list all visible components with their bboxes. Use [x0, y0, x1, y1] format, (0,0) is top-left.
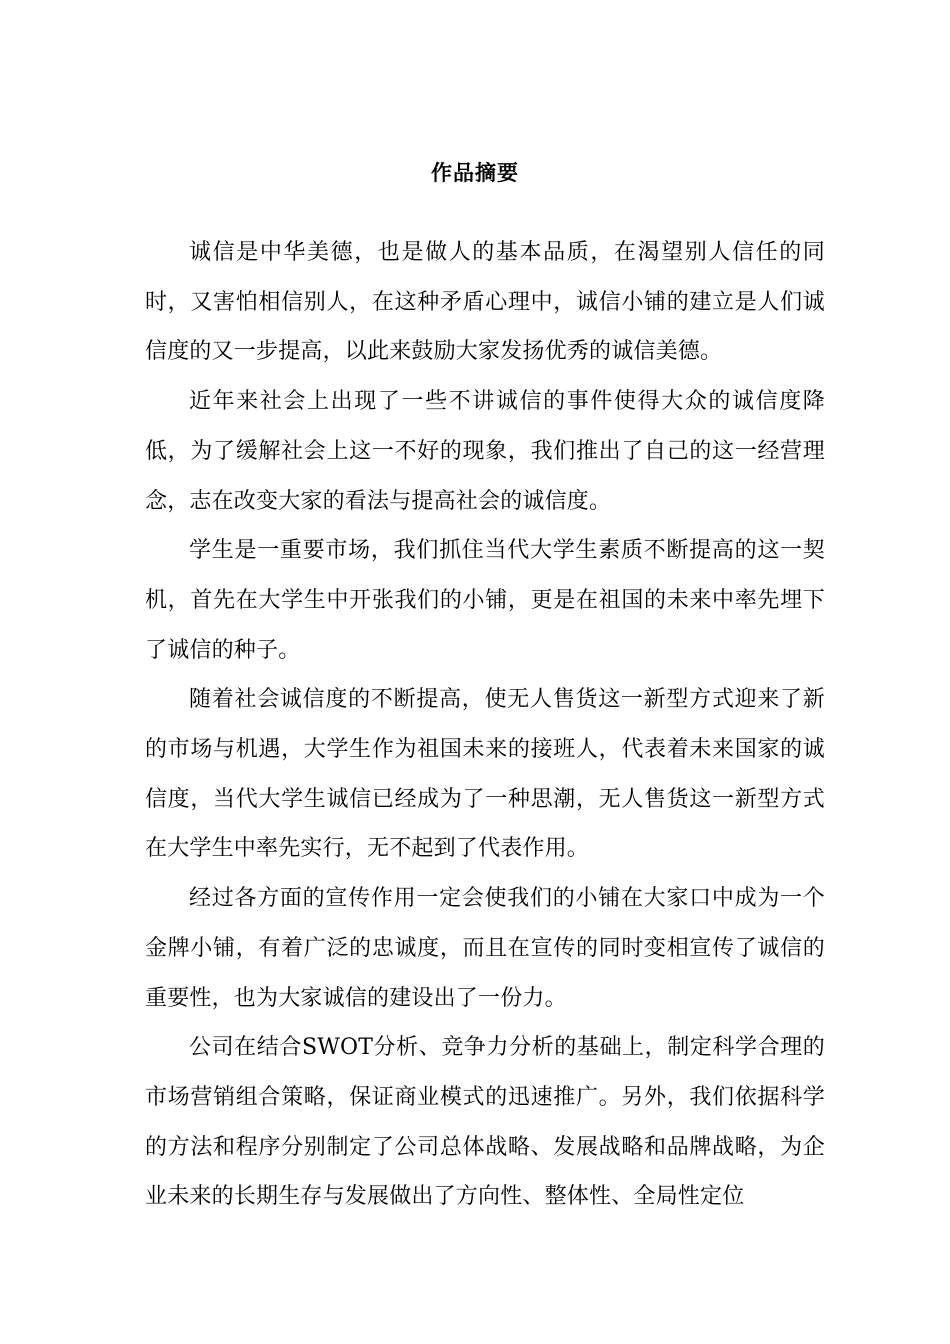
document-title: 作品摘要: [431, 161, 519, 185]
paragraph-unmanned-sales: 随着社会诚信度的不断提高，使无人售货这一新型方式迎来了新的市场与机遇，大学生作为祖国未来的接班人，代表着未来国家的诚信度，当代大学生诚信已经成为了一种思潮，无人售货这一新型方式在大学生中率先实行，无不起到了代表作用。: [145, 687, 825, 862]
paragraph-integrity-virtue: 诚信是中华美德，也是做人的基本品质，在渴望别人信任的同时，又害怕相信别人，在这种矛盾心理中，诚信小铺的建立是人们诚信度的又一步提高，以此来鼓励大家发扬优秀的诚信美德。: [145, 240, 825, 365]
paragraph-social-issues: 近年来社会上出现了一些不讲诚信的事件使得大众的诚信度降低，为了缓解社会上这一不好的现象，我们推出了自己的这一经营理念，志在改变大家的看法与提高社会的诚信度。: [145, 389, 825, 514]
paragraph-student-market: 学生是一重要市场，我们抓住当代大学生素质不断提高的这一契机，首先在大学生中开张我们的小铺，更是在祖国的未来中率先埋下了诚信的种子。: [145, 538, 825, 663]
paragraph-promotion: 经过各方面的宣传作用一定会使我们的小铺在大家口中成为一个金牌小铺，有着广泛的忠诚度，而且在宣传的同时变相宣传了诚信的重要性，也为大家诚信的建设出了一份力。: [145, 886, 825, 1011]
paragraph-strategy: 公司在结合SWOT分析、竞争力分析的基础上，制定科学合理的市场营销组合策略，保证商业模式的迅速推广。另外，我们依据科学的方法和程序分别制定了公司总体战略、发展战略和品牌战略，为企业未来的长期生存与发展做出了方向性、整体性、全局性定位: [145, 1035, 825, 1210]
document-body: [145, 228, 825, 1222]
